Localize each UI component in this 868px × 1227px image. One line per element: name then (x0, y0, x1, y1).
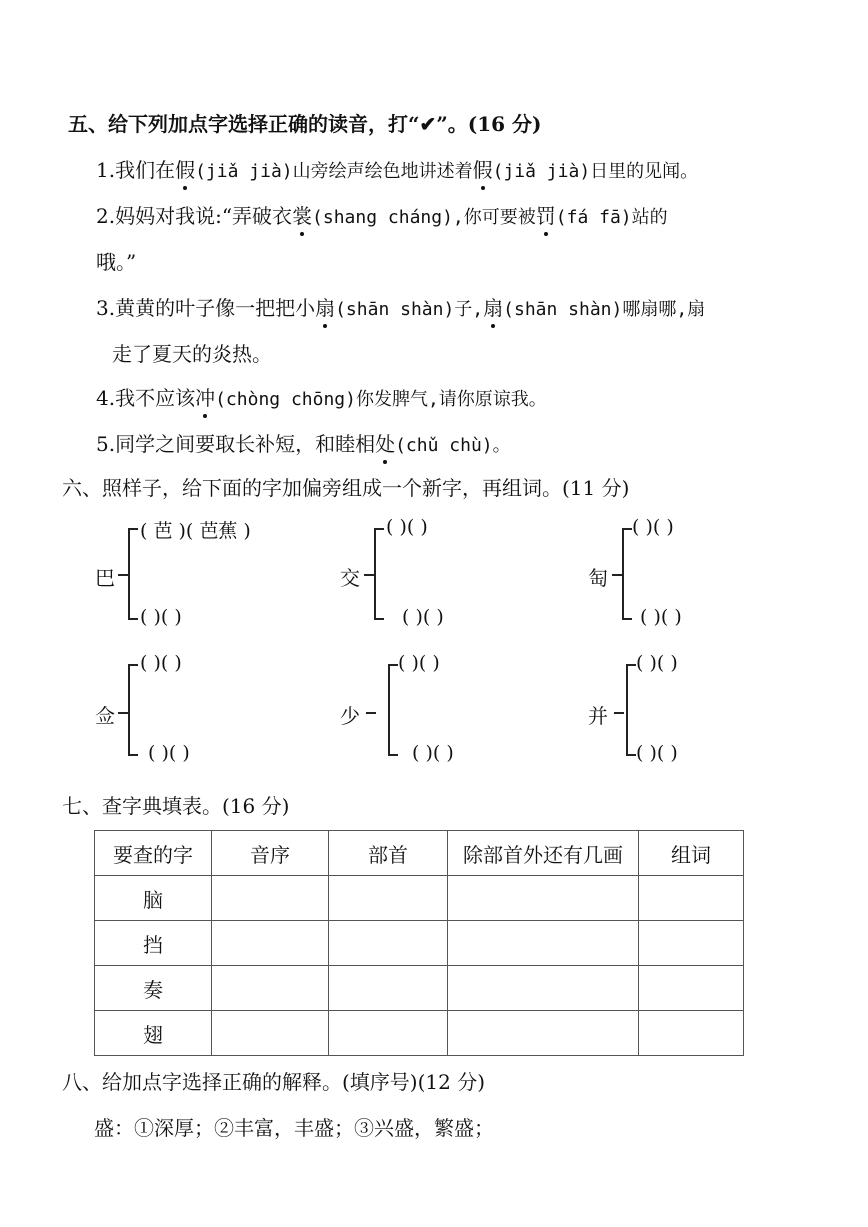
base-char-ba: 巴 (95, 566, 115, 590)
table-row (95, 876, 744, 921)
section5-title: 五、给下列加点字选择正确的读音，打“✔”。(16 分) (68, 112, 542, 136)
answer-blank[interactable]: ( )( ) (636, 742, 678, 764)
answer-cell[interactable] (212, 921, 329, 966)
base-char-bing: 并 (588, 704, 608, 728)
table-row (95, 966, 744, 1011)
connector-line (614, 712, 624, 714)
brace (388, 664, 390, 756)
answer-cell[interactable] (329, 876, 448, 921)
answer-cell[interactable] (212, 966, 329, 1011)
header-cell: 音序 (212, 831, 329, 876)
answer-cell[interactable] (212, 876, 329, 921)
question-3-continued: 走了夏天的炎热。 (112, 342, 272, 366)
lookup-char: 脑 (95, 876, 212, 921)
section6-title: 六、照样子，给下面的字加偏旁组成一个新字，再组词。(11 分) (62, 476, 630, 500)
connector-line (364, 574, 374, 576)
answer-blank[interactable]: ( )( ) (398, 652, 440, 674)
base-char-qian: 佥 (95, 704, 115, 728)
example-answer: ( 芭 )( 芭蕉 ) (140, 520, 251, 542)
table-row (95, 921, 744, 966)
answer-cell[interactable] (639, 921, 744, 966)
answer-blank[interactable]: ( )( ) (148, 742, 190, 764)
answer-cell[interactable] (212, 1011, 329, 1056)
connector-line (118, 574, 128, 576)
brace (128, 528, 130, 620)
answer-cell[interactable] (448, 921, 639, 966)
answer-blank[interactable]: ( )( ) (640, 606, 682, 628)
answer-blank[interactable]: ( )( ) (386, 516, 428, 538)
section7-title: 七、查字典填表。(16 分) (62, 794, 290, 818)
section8-title: 八、给加点字选择正确的解释。(填序号)(12 分) (62, 1070, 486, 1094)
answer-blank[interactable]: ( )( ) (140, 606, 182, 628)
brace (374, 528, 376, 620)
lookup-char: 挡 (95, 921, 212, 966)
base-char-jiao: 交 (340, 566, 360, 590)
question-5: 5.同学之间要取长补短，和睦相处(chǔ chù)。 (96, 428, 511, 457)
answer-cell[interactable] (329, 966, 448, 1011)
answer-cell[interactable] (448, 966, 639, 1011)
question-2-continued: 哦。” (96, 250, 137, 274)
header-cell: 部首 (329, 831, 448, 876)
connector-line (118, 712, 128, 714)
answer-cell[interactable] (639, 876, 744, 921)
answer-cell[interactable] (329, 1011, 448, 1056)
lookup-char: 翅 (95, 1011, 212, 1056)
brace (622, 528, 624, 620)
header-cell: 组词 (639, 831, 744, 876)
lookup-char: 奏 (95, 966, 212, 1011)
answer-blank[interactable]: ( )( ) (402, 606, 444, 628)
dictionary-table (94, 830, 744, 1056)
brace (626, 664, 628, 756)
question-3: 3.黄黄的叶子像一把把小扇(shān shàn)子,扇(shān shàn)哪扇哪,扇 (96, 292, 705, 321)
answer-cell[interactable] (639, 966, 744, 1011)
answer-blank[interactable]: ( )( ) (632, 516, 674, 538)
table-header-row (95, 831, 744, 876)
question-2: 2.妈妈对我说:“弄破衣裳(shang cháng),你可要被罚(fá fā)站的 (96, 200, 668, 229)
base-char-shao: 少 (340, 704, 360, 728)
connector-line (366, 712, 376, 714)
header-cell: 要查的字 (95, 831, 212, 876)
question-4: 4.我不应该冲(chòng chōng)你发脾气,请你原谅我。 (96, 382, 547, 411)
answer-cell[interactable] (329, 921, 448, 966)
answer-blank[interactable]: ( )( ) (140, 652, 182, 674)
connector-line (612, 574, 622, 576)
table-row (95, 1011, 744, 1056)
header-cell: 除部首外还有几画 (448, 831, 639, 876)
question-1: 1.我们在假(jiǎ jià)山旁绘声绘色地讲述着假(jiǎ jià)日里的见闻。 (96, 154, 698, 183)
brace (128, 664, 130, 756)
answer-cell[interactable] (639, 1011, 744, 1056)
base-char-tao: 匋 (588, 566, 608, 590)
answer-cell[interactable] (448, 1011, 639, 1056)
answer-blank[interactable]: ( )( ) (412, 742, 454, 764)
answer-cell[interactable] (448, 876, 639, 921)
answer-blank[interactable]: ( )( ) (636, 652, 678, 674)
definition-line: 盛：①深厚；②丰富，丰盛；③兴盛，繁盛； (94, 1116, 494, 1140)
